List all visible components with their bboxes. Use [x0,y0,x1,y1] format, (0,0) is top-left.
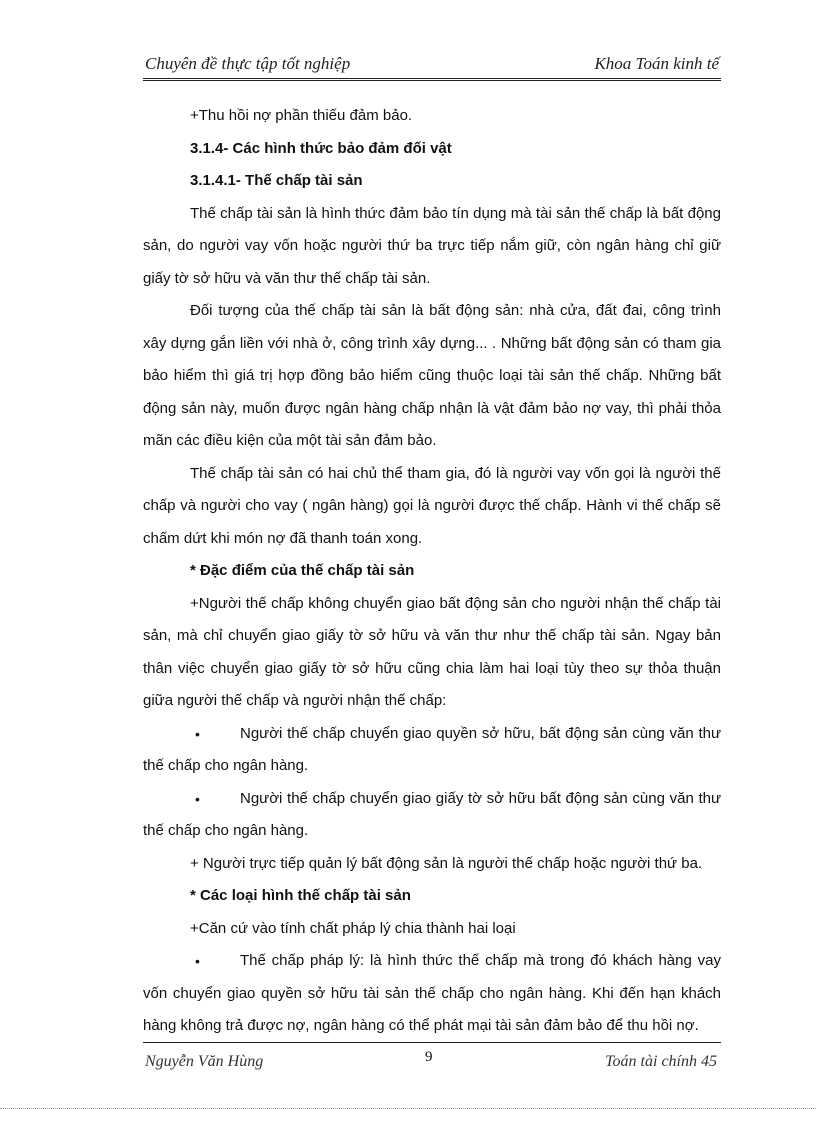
bullet-item-2 [143,783,721,848]
page-footer [143,1042,721,1073]
bullet-text-3: Thế chấp pháp lý: là hình thức thế chấp mà trong đó khách hàng vay vốn chuyển giao quyền sở hữu tài sản thế chấp cho ngân hàng. Khi đến hạn khách hàng không trả được nợ, ngân hàng có thể phát mại tài sản đảm bảo để thu hồi nợ. [143,952,721,1034]
bullet-item-3 [143,945,721,1043]
paragraph-6: + Người trực tiếp quản lý bất động sản là người thế chấp hoặc người thứ ba. [190,854,703,872]
heading-types: * Các loại hình thế chấp tài sản [190,887,411,904]
footer-class: Toán tài chính 45 [605,1053,717,1070]
header-left-title: Chuyên đề thực tập tốt nghiệp [145,54,351,73]
heading-characteristics: * Đặc điểm của thế chấp tài sản [190,562,415,579]
bullet-icon: • [195,725,200,742]
page-break-divider [0,1108,816,1109]
paragraph-3: Đối tượng của thế chấp tài sản là bất động sản: nhà cửa, đất đai, công trình xây dựng gắn liền với nhà ở, công trình xây dựng... . Những bất động sản có tham gia bảo hiểm thì giá trị hợp đồng bảo hiểm cũng thuộc loại tài sản thế chấp. Những bất động sản này, muốn được ngân hàng chấp nhận là vật đảm bảo nợ vay, thì phải thỏa mãn các điều kiện của một tài sản đảm bảo. [143,302,721,449]
paragraph-1: +Thu hồi nợ phần thiếu đảm bảo. [190,107,413,124]
paragraph-7: +Căn cứ vào tính chất pháp lý chia thành hai loại [190,919,516,937]
paragraph-5: +Người thế chấp không chuyển giao bất động sản cho người nhận thế chấp tài sản, mà chỉ chuyển giao giấy tờ sở hữu và văn thư như thế chấp tài sản. Ngay bản thân việc chuyển giao giấy tờ sở hữu cũng chia làm hai loại tùy theo sự thỏa thuận giữa người thế chấp và người nhận thế chấp: [143,594,721,709]
page-number: 9 [425,1049,433,1065]
header-right-title: Khoa Toán kinh tế [594,54,719,73]
document-body [143,100,721,1043]
bullet-icon: • [195,953,200,969]
page-header [143,50,721,81]
bullet-text-2: Người thế chấp chuyển giao giấy tờ sở hữu bất động sản cùng văn thư thế chấp cho ngân hàng. [143,789,721,839]
section-heading: 3.1.4- Các hình thức bảo đảm đối vật [190,139,452,157]
footer-author: Nguyễn Văn Hùng [145,1053,264,1070]
paragraph-2: Thế chấp tài sản là hình thức đảm bảo tín dụng mà tài sản thế chấp là bất động sản, do người vay vốn hoặc người thứ ba trực tiếp nắm giữ, còn ngân hàng chỉ giữ giấy tờ sở hữu và văn thư thế chấp tài sản. [143,204,721,287]
bullet-icon: • [195,790,200,807]
subsection-heading: 3.1.4.1- Thế chấp tài sản [190,172,363,189]
bullet-item-1 [143,718,721,783]
paragraph-4: Thế chấp tài sản có hai chủ thể tham gia, đó là người vay vốn gọi là người thế chấp và người cho vay ( ngân hàng) gọi là người được thế chấp. Hành vi thế chấp sẽ chấm dứt khi món nợ đã thanh toán xong. [143,464,721,547]
bullet-text-1: Người thế chấp chuyển giao quyền sở hữu, bất động sản cùng văn thư thế chấp cho ngân hàng. [143,724,721,774]
